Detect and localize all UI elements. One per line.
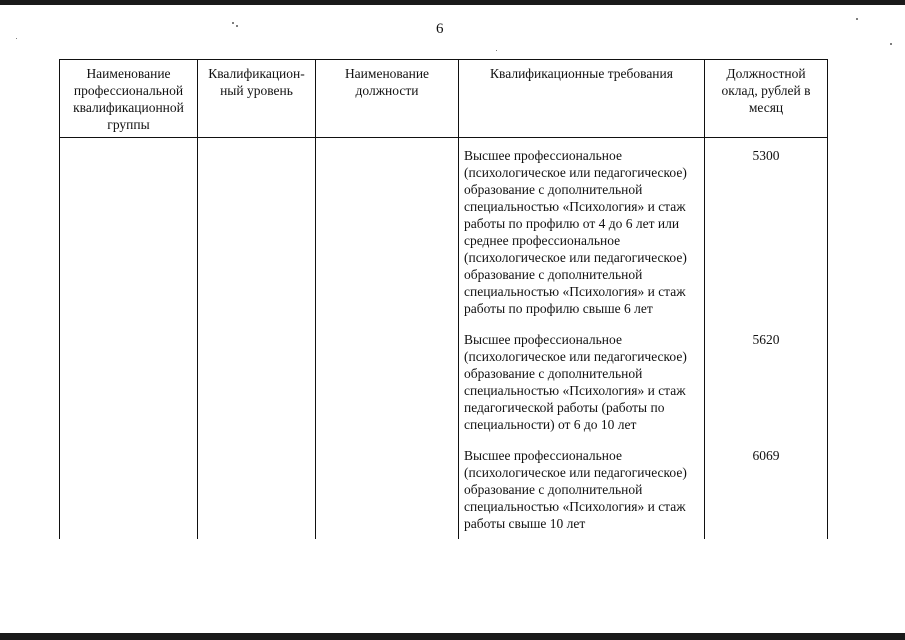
cell-salary: 5300 — [705, 138, 828, 325]
header-group-name: Наименование профессиональной квалификационной группы — [60, 60, 198, 138]
cell-group-name — [60, 440, 198, 539]
cell-qualification-level — [198, 440, 316, 539]
table-row — [60, 324, 828, 440]
cell-requirement — [459, 324, 705, 440]
cell-requirement — [459, 138, 705, 325]
cell-position-name — [316, 440, 459, 539]
requirement-text: Высшее профессиональное (психологическое или педагогическое) образование с дополнительной специальностью «Психология» и стаж работы свыше 10 лет — [464, 448, 687, 531]
scan-speck — [16, 38, 17, 39]
cell-position-name — [316, 324, 459, 440]
cell-qualification-level — [198, 138, 316, 325]
requirement-text: Высшее профессиональное (психологическое или педагогическое) образование с дополнительной специальностью «Психология» и стаж педагогической работы (работы по специальности) от 6 до 10 лет — [464, 332, 687, 432]
cell-position-name — [316, 138, 459, 325]
scan-speck — [856, 18, 858, 20]
cell-group-name — [60, 138, 198, 325]
scan-border-top — [0, 0, 905, 5]
scan-border-bottom — [0, 633, 905, 640]
cell-salary: 6069 — [705, 440, 828, 539]
scan-speck — [890, 43, 892, 45]
table-row — [60, 440, 828, 539]
table-row — [60, 138, 828, 325]
header-salary: Должностной оклад, рублей в месяц — [705, 60, 828, 138]
header-position-name: Наименование должности — [316, 60, 459, 138]
requirement-text: Высшее профессиональное (психологическое или педагогическое) образование с дополнительной специальностью «Психология» и стаж работы по профилю от 4 до 6 лет или среднее профессиональное (психологическое или педагогическое) образование с дополнительной специальностью «Психология» и стаж работы по профилю свыше 6 лет — [464, 148, 687, 316]
header-qualification-level: Квалификацион-ный уровень — [198, 60, 316, 138]
cell-group-name — [60, 324, 198, 440]
cell-requirement — [459, 440, 705, 539]
scan-speck — [496, 50, 497, 51]
cell-qualification-level — [198, 324, 316, 440]
cell-salary: 5620 — [705, 324, 828, 440]
table-header-row — [60, 60, 828, 138]
header-qualification-requirements: Квалификационные требования — [459, 60, 705, 138]
scan-speck — [236, 25, 238, 27]
scan-speck — [232, 22, 234, 24]
page-number: 6 — [436, 21, 444, 37]
qualification-table — [59, 59, 828, 539]
